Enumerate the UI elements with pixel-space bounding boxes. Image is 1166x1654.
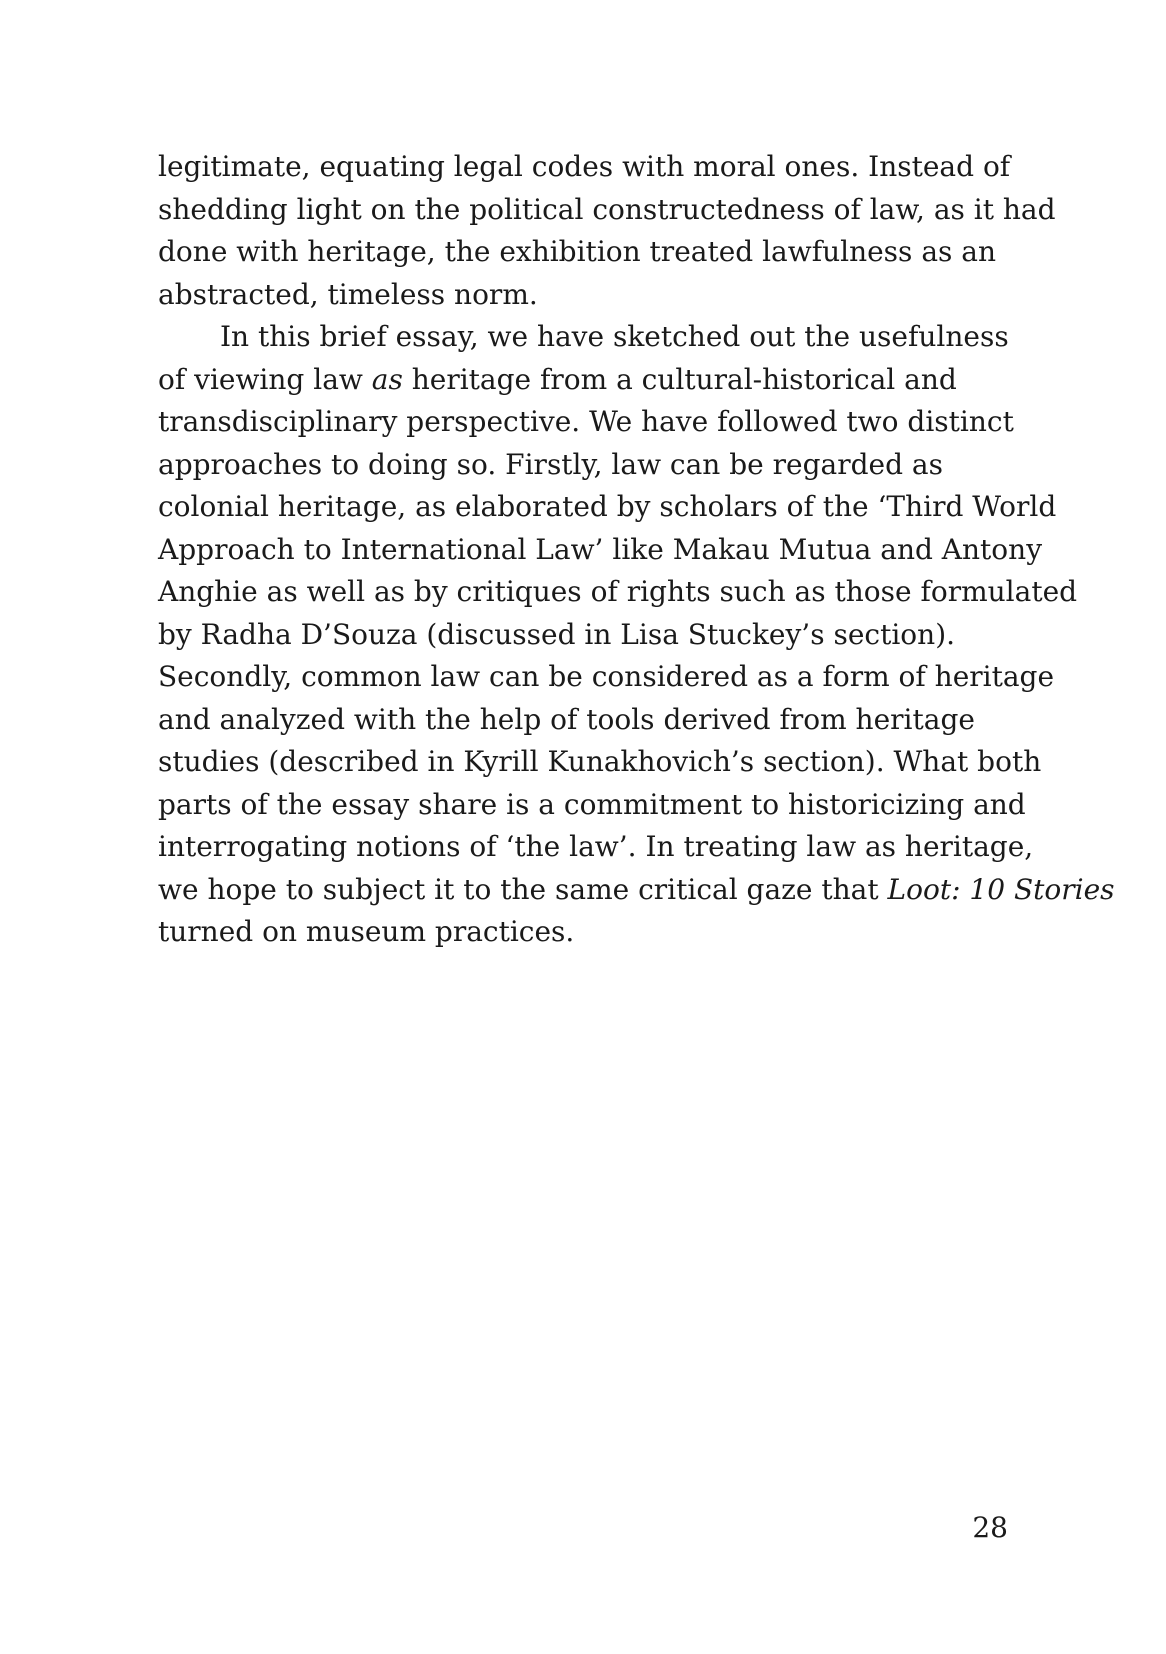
text-line: transdisciplinary perspective. We have followed two distinct [158, 405, 1014, 438]
text-line: by Radha D’Souza (discussed in Lisa Stuckey’s section). [158, 617, 956, 651]
text-line: parts of the essay share is a commitment to historicizing and [158, 787, 1026, 821]
text-line: Secondly, common law can be considered as a form of heritage [158, 660, 1055, 693]
text-line: legitimate, equating legal codes with moral ones. Instead of [158, 150, 1011, 183]
italic-term: as [371, 362, 403, 396]
text-line: shedding light on the political constructedness of law, as it had [158, 192, 1056, 226]
text-line: colonial heritage, as elaborated by scholars of the ‘Third World [158, 490, 1057, 523]
text-line: Approach to International Law’ like Makau Mutua and Antony [158, 532, 1043, 566]
text-fragment: we hope to subject it to the same critical gaze that [158, 872, 888, 906]
text-line: and analyzed with the help of tools derived from heritage [158, 702, 975, 736]
text-line: abstracted, timeless norm. [158, 277, 538, 311]
text-line: Anghie as well as by critiques of rights such as those formulated [158, 575, 1078, 608]
text-line: turned on museum practices. [158, 915, 575, 948]
text-fragment: of viewing law [158, 362, 372, 396]
text-line: interrogating notions of ‘the law’. In treating law as heritage, [158, 830, 1034, 863]
text-fragment: heritage from a cultural-historical and [402, 362, 957, 396]
page-number: 28 [972, 1511, 1008, 1544]
text-line [158, 359, 1018, 402]
text-line: studies (described in Kyrill Kunakhovich’s section). What both [158, 745, 1042, 778]
text-line: In this brief essay, we have sketched out the usefulness [220, 320, 1009, 353]
text-line: done with heritage, the exhibition treated lawfulness as an [158, 235, 997, 268]
body-text [158, 146, 1115, 954]
italic-title: Loot: 10 Stories [887, 872, 1115, 906]
text-line [158, 869, 1115, 912]
text-line: approaches to doing so. Firstly, law can be regarded as [158, 447, 943, 481]
